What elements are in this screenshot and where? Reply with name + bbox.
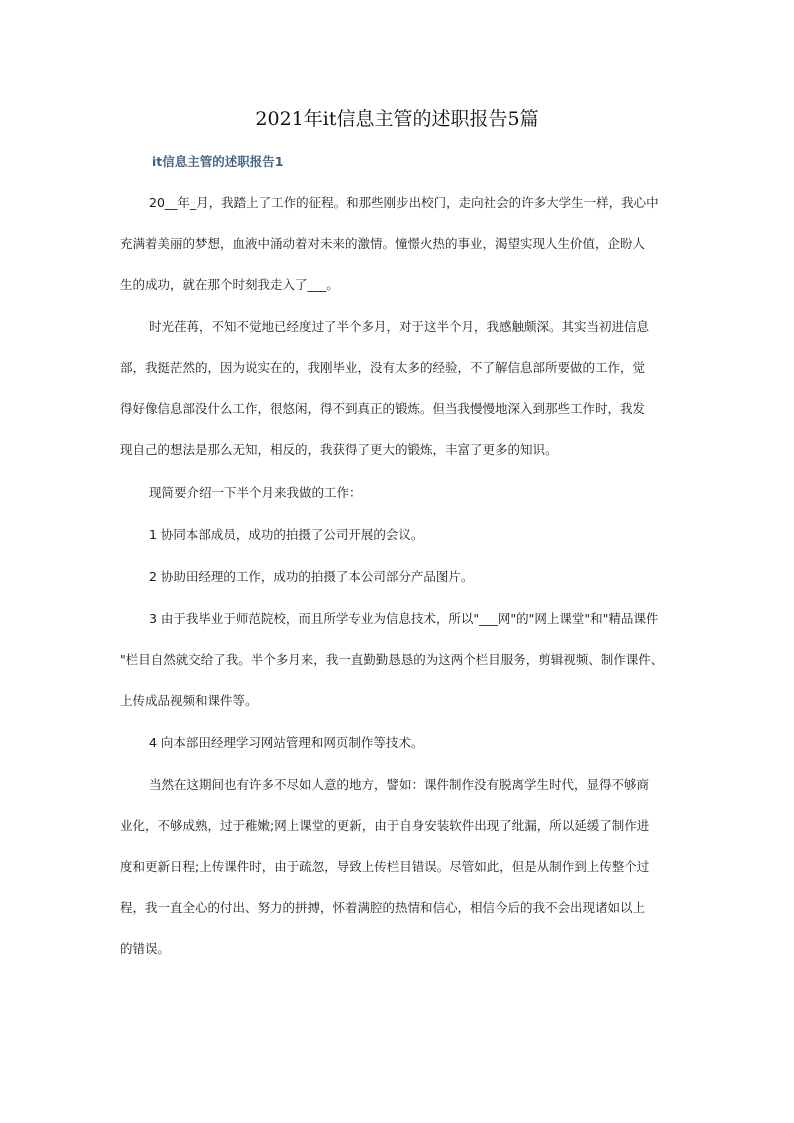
paragraph-line: "栏目自然就交给了我。半个多月来，我一直勤勤恳恳的为这两个栏目服务，剪辑视频、制作课件、 (120, 652, 664, 667)
paragraph-line: 得好像信息部没什么工作，很悠闲，得不到真正的锻炼。但当我慢慢地深入到那些工作时，我发 (120, 401, 646, 416)
paragraph-line: 4 向本部田经理学习网站管理和网页制作等技术。 (149, 735, 424, 750)
paragraph-line: 度和更新日程;上传课件时，由于疏忽，导致上传栏目错误。尽管如此，但是从制作到上传整个过 (120, 859, 650, 874)
paragraph-line: 业化，不够成熟，过于稚嫩;网上课堂的更新，由于自身安装软件出现了纰漏，所以延缓了制作进 (120, 818, 650, 833)
paragraph-line: 20__年_月，我踏上了工作的征程。和那些刚步出校门，走向社会的许多大学生一样，我心中 (149, 195, 659, 210)
paragraph (120, 472, 660, 513)
paragraph (120, 722, 660, 763)
paragraph-line: 时光荏苒，不知不觉地已经度过了半个多月，对于这半个月，我感触颇深。其实当初进信息 (149, 319, 650, 334)
paragraph (120, 182, 660, 305)
paragraph-line: 1 协同本部成员，成功的拍摄了公司开展的会议。 (149, 527, 424, 542)
paragraph-line: 部，我挺茫然的，因为说实在的，我刚毕业，没有太多的经验，不了解信息部所要做的工作，觉 (120, 360, 646, 375)
section-heading: it信息主管的述职报告1 (152, 154, 284, 169)
paragraph-line: 上传成品视频和课件等。 (120, 693, 258, 708)
paragraph-line: 现自己的想法是那么无知，相反的，我获得了更大的锻炼，丰富了更多的知识。 (120, 442, 558, 457)
paragraph (120, 306, 660, 470)
paragraph (120, 598, 664, 721)
paragraph (120, 514, 660, 555)
paragraph-line: 2 协助田经理的工作，成功的拍摄了本公司部分产品图片。 (149, 569, 474, 584)
paragraph (120, 764, 660, 969)
paragraph-line: 3 由于我毕业于师范院校，而且所学专业为信息技术，所以"___网"的"网上课堂"和"精品课件 (149, 611, 659, 626)
paragraph-line: 生的成功，就在那个时刻我走入了___。 (120, 277, 339, 292)
paragraph-line: 现简要介绍一下半个月来我做的工作： (149, 485, 362, 500)
paragraph (120, 556, 660, 597)
paragraph-line: 的错误。 (120, 941, 171, 956)
paragraph-line: 程，我一直全心的付出、努力的拼搏，怀着满腔的热情和信心，相信今后的我不会出现诸如以上 (120, 900, 646, 915)
document-title: 2021年it信息主管的述职报告5篇 (255, 108, 539, 130)
paragraph-line: 充满着美丽的梦想，血液中涌动着对未来的激情。憧憬火热的事业，渴望实现人生价值，企盼人 (120, 236, 646, 251)
paragraph-line: 当然在这期间也有许多不尽如人意的地方，譬如：课件制作没有脱离学生时代，显得不够商 (149, 777, 650, 792)
